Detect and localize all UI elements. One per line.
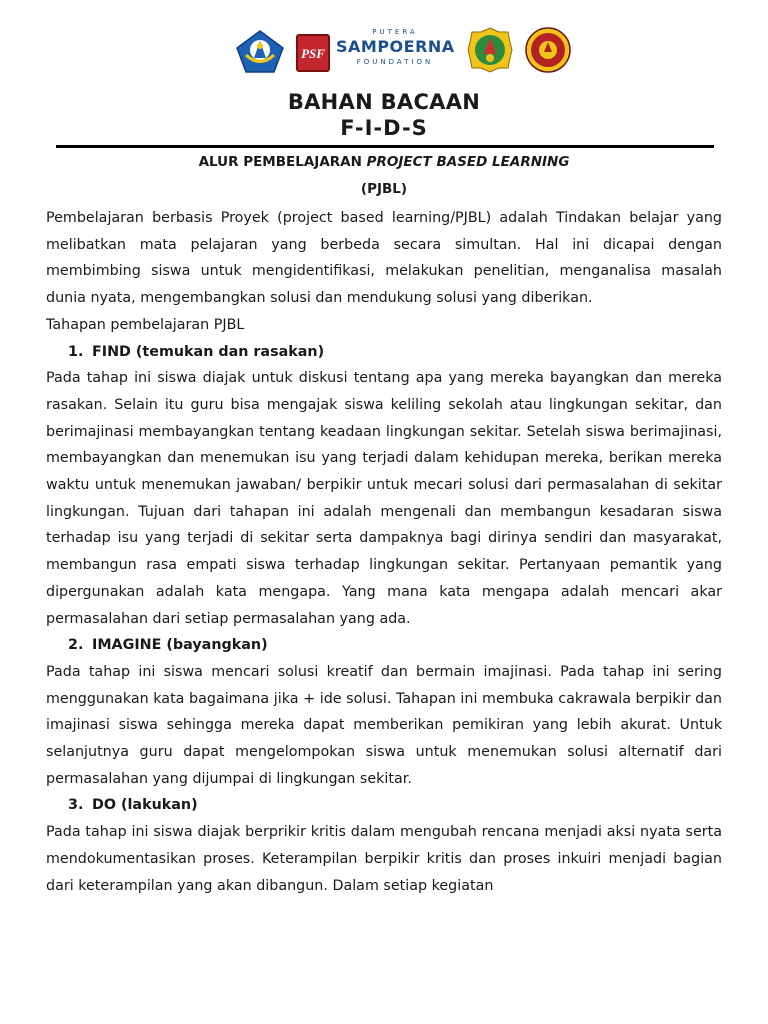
step-do: [46, 792, 722, 899]
section-title-plain: ALUR PEMBELAJARAN: [198, 154, 367, 170]
logo-bar: [234, 24, 564, 76]
step-find: [46, 339, 722, 633]
step-number: 3.: [68, 797, 84, 814]
regional-emblem-green-logo: [466, 26, 514, 74]
step-title: FIND (temukan dan rasakan): [92, 343, 325, 360]
regional-emblem-red-logo: [524, 26, 572, 74]
section-title-italic: PROJECT BASED LEARNING: [366, 154, 570, 170]
step-title: DO (lakukan): [92, 797, 198, 814]
sampoerna-top: PUTERA: [372, 28, 418, 36]
sampoerna-bottom: FOUNDATION: [356, 58, 434, 66]
title-divider: [56, 145, 714, 148]
step-body: Pada tahap ini siswa diajak untuk diskusi tentang apa yang mereka bayangkan dan mereka rasakan. Selain itu guru bisa mengajak siswa keliling sekolah atau lingkungan sekitar, dan berimajinasi membayangkan tentang keadaan lingkungan sekitar. Setelah siswa berimajinasi, membayangkan dan menemukan isu yang terjadi dalam kehidupan mereka, berikan mereka waktu untuk menemukan jawaban/ berpikir untuk mecari solusi dari permasalahan di sekitar lingkungan. Tujuan dari tahapan ini adalah mengenali dan membangun kesadaran siswa terhadap isu yang terjadi di sekitar serta dampaknya bagi dirinya sendiri dan masyarakat, membangun rasa empati siswa terhadap lingkungan sekitar. Pertanyaan pemantik yang dipergunakan adalah kata mengapa. Yang mana kata mengapa adalah mencari akar permasalahan dari setiap permasalahan yang ada.: [46, 370, 722, 627]
sampoerna-main: SAMPOERNA: [336, 37, 455, 56]
section-abbreviation: (PJBL): [360, 181, 408, 197]
step-heading: [68, 632, 722, 659]
section-title: [0, 154, 768, 170]
step-number: 1.: [68, 343, 84, 360]
step-heading: [68, 339, 722, 366]
psf-logo-text: PSF: [301, 46, 325, 61]
step-title: IMAGINE (bayangkan): [92, 637, 268, 654]
step-body: Pada tahap ini siswa diajak berprikir kritis dalam mengubah rencana menjadi aksi nyata serta mendokumentasikan proses. Keterampilan berpikir kritis dan proses inkuiri menjadi bagian dari keterampilan yang akan dibangun. Dalam setiap kegiatan: [46, 824, 722, 894]
document-subtitle: F-I-D-S: [340, 116, 428, 140]
document-body: [46, 205, 722, 899]
tut-wuri-handayani-logo: [234, 28, 286, 74]
step-body: Pada tahap ini siswa mencari solusi kreatif dan bermain imajinasi. Pada tahap ini sering menggunakan kata bagaimana jika + ide solusi. Tahapan ini membuka cakrawala berpikir dan imajinasi siswa sehingga mereka dapat memberikan pemikiran yang lebih akurat. Untuk selanjutnya guru dapat mengelompokan siswa untuk menemukan solusi alternatif dari permasalahan yang dijumpai di lingkungan sekitar.: [46, 663, 722, 787]
step-imagine: [46, 632, 722, 792]
psf-logo: [296, 34, 330, 72]
document-title: BAHAN BACAAN: [287, 90, 481, 114]
sampoerna-foundation-logo: [336, 26, 454, 74]
step-number: 2.: [68, 637, 84, 654]
step-heading: [68, 792, 722, 819]
steps-intro: Tahapan pembelajaran PJBL: [46, 316, 245, 333]
intro-paragraph: Pembelajaran berbasis Proyek (project based learning/PJBL) adalah Tindakan belajar yang melibatkan mata pelajaran yang berbeda secara simultan. Hal ini dicapai dengan membimbing siswa untuk mengidentifikasi, melakukan penelitian, menganalisa masalah dunia nyata, mengembangkan solusi dan mendukung solusi yang diberikan.: [46, 210, 722, 307]
